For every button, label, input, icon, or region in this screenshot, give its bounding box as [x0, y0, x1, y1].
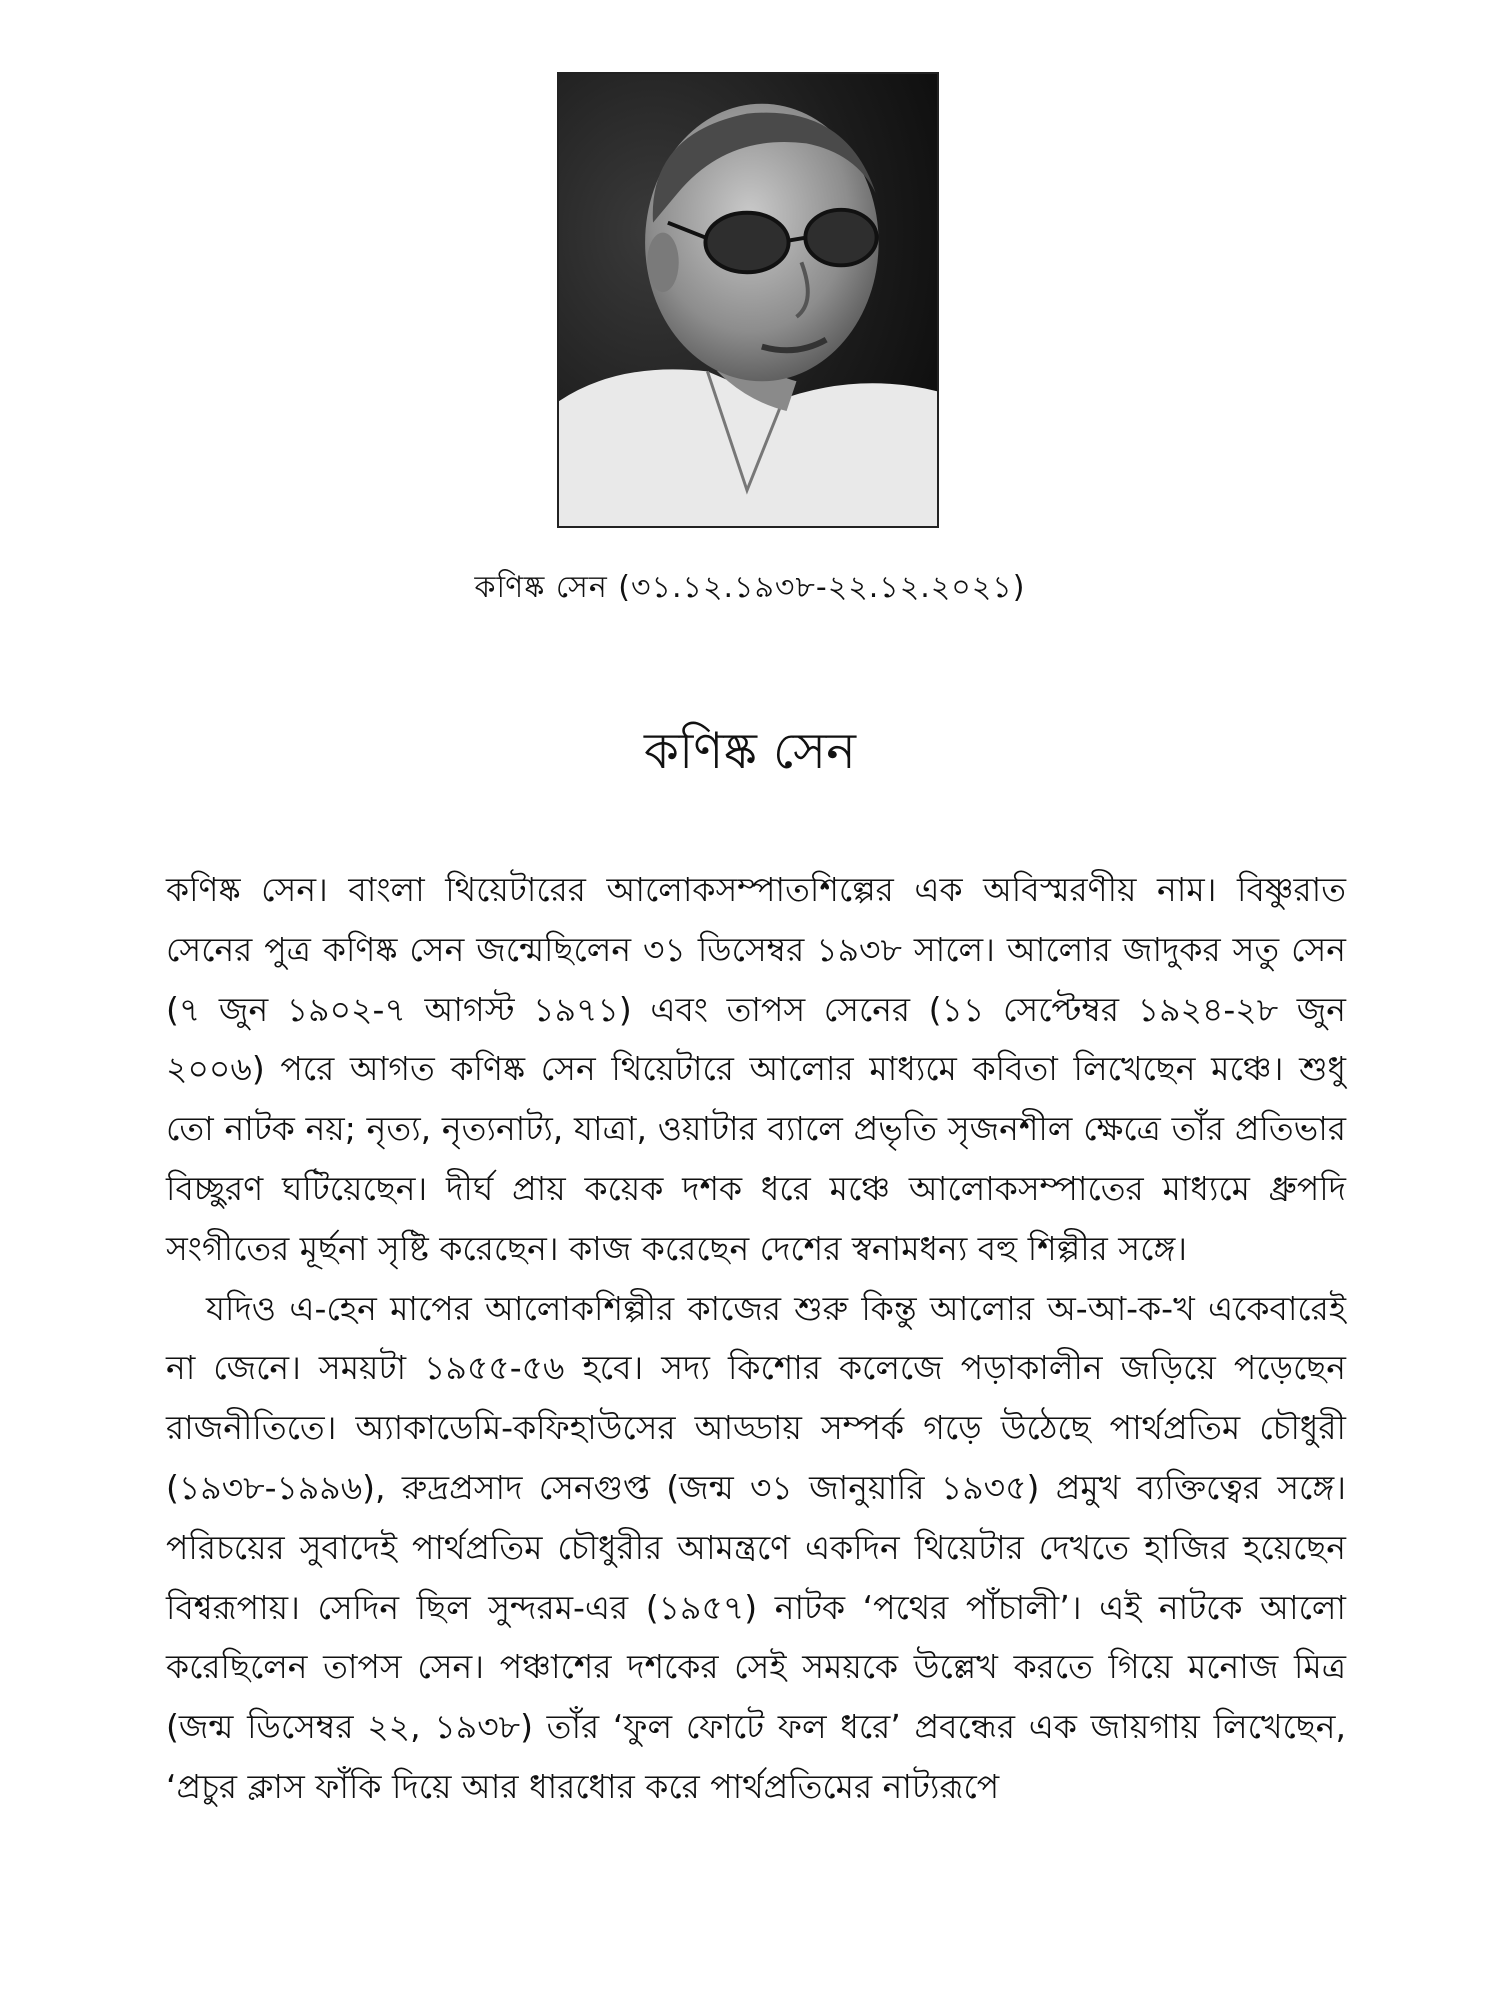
- photo-caption: কণিষ্ক সেন (৩১.১২.১৯৩৮-২২.১২.২০২১): [474, 570, 1026, 605]
- portrait-photo: [557, 72, 939, 528]
- paragraph-1: কণিষ্ক সেন। বাংলা থিয়েটারের আলোকসম্পাতশিল্পের এক অবিস্মরণীয় নাম। বিষ্ণুরাত সেনের পুত্র কণিষ্ক সেন জন্মেছিলেন ৩১ ডিসেম্বর ১৯৩৮ সালে। আলোর জাদুকর সতু সেন (৭ জুন ১৯০২-৭ আগস্ট ১৯৭১) এবং তাপস সেনের (১১ সেপ্টেম্বর ১৯২৪-২৮ জুন ২০০৬) পরে আগত কণিষ্ক সেন থিয়েটারে আলোর মাধ্যমে কবিতা লিখেছেন মঞ্চে। শুধু তো নাটক নয়; নৃত্য, নৃত্যনাট্য, যাত্রা, ওয়াটার ব্যালে প্রভৃতি সৃজনশীল ক্ষেত্রে তাঁর প্রতিভার বিচ্ছুরণ ঘটিয়েছেন। দীর্ঘ প্রায় কয়েক দশক ধরে মঞ্চে আলোকসম্পাতের মাধ্যমে ধ্রুপদি সংগীতের মূর্ছনা সৃষ্টি করেছেন। কাজ করেছেন দেশের স্বনামধন্য বহু শিল্পীর সঙ্গে।: [166, 870, 1346, 1268]
- article-body: [166, 860, 1346, 1817]
- page-title: কণিষ্ক সেন: [644, 722, 856, 780]
- portrait-image: [559, 74, 937, 526]
- paragraph-2: যদিও এ-হেন মাপের আলোকশিল্পীর কাজের শুরু কিন্তু আলোর অ-আ-ক-খ একেবারেই না জেনে। সময়টা ১৯৫৫-৫৬ হবে। সদ্য কিশোর কলেজে পড়াকালীন জড়িয়ে পড়েছেন রাজনীতিতে। অ্যাকাডেমি-কফিহাউসের আড্ডায় সম্পর্ক গড়ে উঠেছে পার্থপ্রতিম চৌধুরী (১৯৩৮-১৯৯৬), রুদ্রপ্রসাদ সেনগুপ্ত (জন্ম ৩১ জানুয়ারি ১৯৩৫) প্রমুখ ব্যক্তিত্বের সঙ্গে। পরিচয়ের সুবাদেই পার্থপ্রতিম চৌধুরীর আমন্ত্রণে একদিন থিয়েটার দেখতে হাজির হয়েছেন বিশ্বরূপায়। সেদিন ছিল সুন্দরম-এর (১৯৫৭) নাটক ‘পথের পাঁচালী’। এই নাটকে আলো করেছিলেন তাপস সেন। পঞ্চাশের দশকের সেই সময়কে উল্লেখ করতে গিয়ে মনোজ মিত্র (জন্ম ডিসেম্বর ২২, ১৯৩৮) তাঁর ‘ফুল ফোটে ফল ধরে’ প্রবন্ধের এক জায়গায় লিখেছেন, ‘প্রচুর ক্লাস ফাঁকি দিয়ে আর ধারধোর করে পার্থপ্রতিমের নাট্যরূপে: [166, 1288, 1346, 1806]
